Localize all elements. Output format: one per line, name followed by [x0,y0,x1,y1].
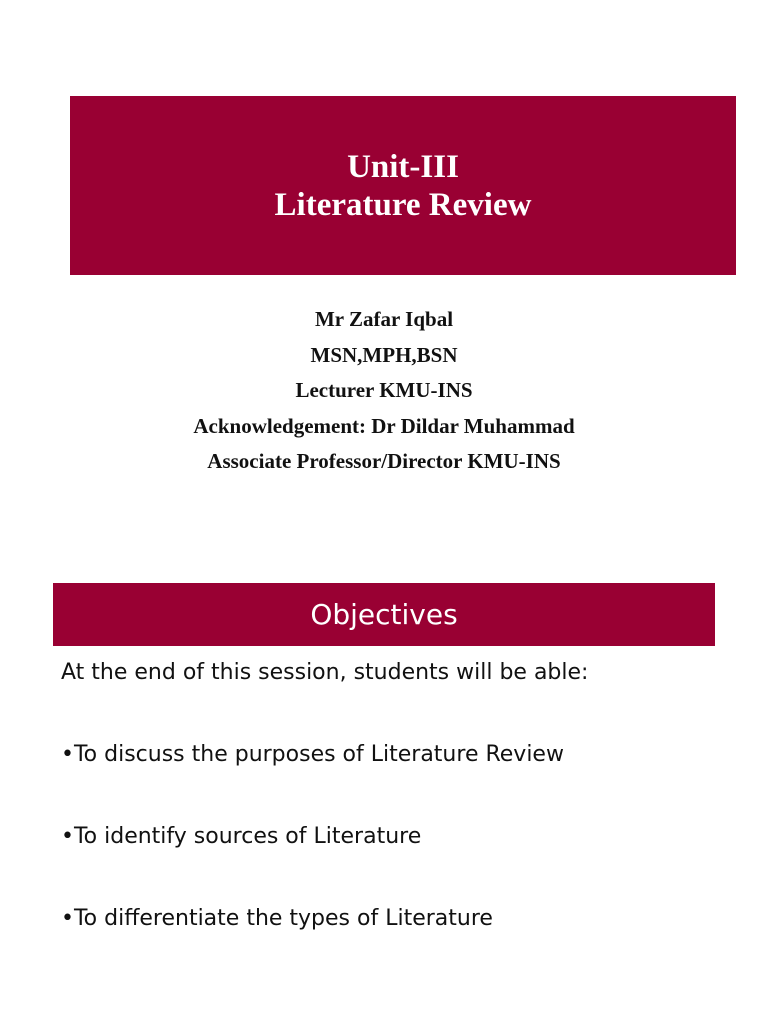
acknowledgement: Acknowledgement: Dr Dildar Muhammad [193,413,575,438]
author-degrees: MSN,MPH,BSN [310,342,458,367]
title-banner [70,96,736,275]
objectives-heading: Objectives [310,598,458,631]
topic-title: Literature Review [274,186,532,223]
acknowledgement-position: Associate Professor/Director KMU-INS [207,449,561,473]
author-name: Mr Zafar Iqbal [314,307,454,331]
objectives-banner [53,583,715,646]
objectives-body [61,654,741,982]
objectives-intro: At the end of this session, students will be able: [61,660,589,685]
author-info [0,302,768,480]
unit-title: Unit-III [347,148,459,185]
author-position: Lecturer KMU-INS [295,378,473,402]
objective-item: •To identify sources of Literature [61,824,422,849]
objective-item: •To discuss the purposes of Literature Review [61,742,564,767]
objective-item: •To differentiate the types of Literature [61,906,493,931]
